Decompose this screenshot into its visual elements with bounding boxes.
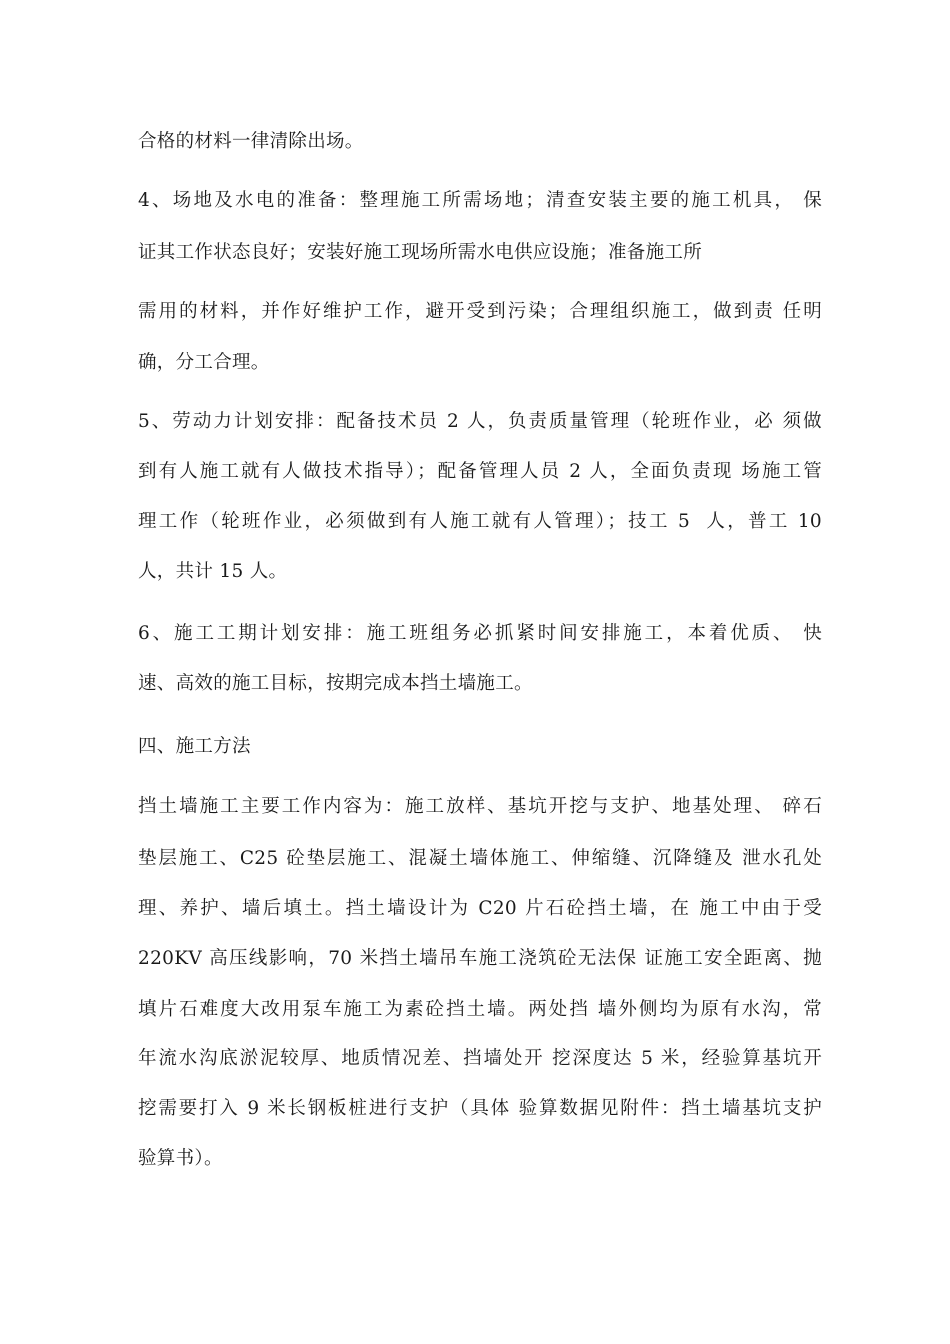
text-line: 220KV 高压线影响，70 米挡土墙吊车施工浇筑砼无法保 证施工安全距离、抛: [138, 948, 822, 969]
text-line: 4、场地及水电的准备：整理施工所需场地；清查安装主要的施工机具， 保: [138, 190, 822, 211]
text-line: 到有人施工就有人做技术指导）；配备管理人员 2 人，全面负责现 场施工管: [138, 461, 822, 482]
text-line: 6、施工工期计划安排：施工班组务必抓紧时间安排施工，本着优质、 快: [138, 623, 822, 644]
section-heading: 四、施工方法: [138, 736, 251, 757]
text-line: 验算书）。: [138, 1148, 223, 1169]
text-line: 证其工作状态良好；安装好施工现场所需水电供应设施；准备施工所: [138, 242, 703, 263]
text-line: 年流水沟底淤泥较厚、地质情况差、挡墙处开 挖深度达 5 米，经验算基坑开: [138, 1048, 822, 1069]
text-line: 理工作（轮班作业，必须做到有人施工就有人管理）；技工 5 人，普工 10: [138, 511, 822, 532]
text-line: 合格的材料一律清除出场。: [138, 131, 364, 152]
text-line: 人，共计 15 人。: [138, 561, 288, 582]
text-line: 垫层施工、C25 砼垫层施工、混凝土墙体施工、伸缩缝、沉降缝及 泄水孔处: [138, 848, 822, 869]
text-line: 确，分工合理。: [138, 352, 270, 373]
text-line: 挖需要打入 9 米长钢板桩进行支护（具体 验算数据见附件：挡土墙基坑支护: [138, 1098, 822, 1119]
text-line: 填片石难度大改用泵车施工为素砼挡土墙。两处挡 墙外侧均为原有水沟，常: [138, 999, 822, 1020]
text-line: 挡土墙施工主要工作内容为：施工放样、基坑开挖与支护、地基处理、 碎石: [138, 796, 822, 817]
text-line: 需用的材料，并作好维护工作，避开受到污染；合理组织施工，做到责 任明: [138, 301, 822, 322]
text-line: 理、养护、墙后填土。挡土墙设计为 C20 片石砼挡土墙，在 施工中由于受: [138, 898, 822, 919]
text-line: 速、高效的施工目标，按期完成本挡土墙施工。: [138, 673, 533, 694]
text-line: 5、劳动力计划安排：配备技术员 2 人，负责质量管理（轮班作业，必 须做: [138, 411, 822, 432]
